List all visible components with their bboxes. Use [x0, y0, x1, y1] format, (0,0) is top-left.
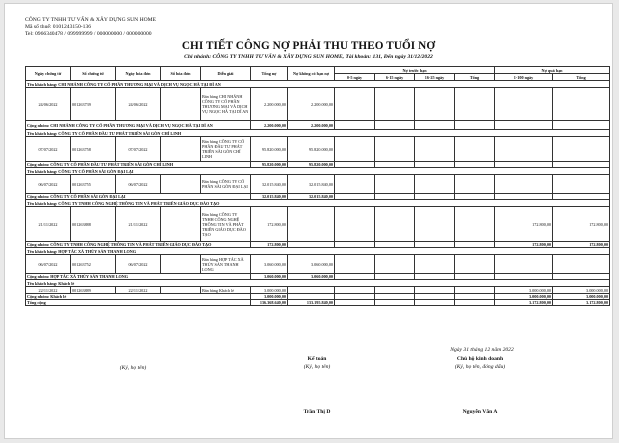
- col-before-due: Nợ trước hạn: [335, 67, 495, 74]
- col-total: Tổng nợ: [251, 67, 288, 81]
- col-bucket-0-5: 0-5 ngày: [335, 74, 375, 81]
- customer-name: Tên khách hàng: Khách lẻ: [26, 280, 610, 287]
- cell-overdue-total: [553, 137, 610, 162]
- cell-description: Bán hàng Khách lẻ: [201, 287, 251, 294]
- cell-overdue-1-100: [495, 255, 553, 274]
- cell-doc-no: 001263758: [71, 137, 116, 162]
- group-total: 32.015.840,00: [251, 194, 288, 200]
- table-row: [26, 207, 610, 242]
- customer-row: [26, 248, 610, 255]
- table-body: [26, 81, 610, 306]
- col-bucket-6-15: 6-15 ngày: [375, 74, 415, 81]
- cell-doc-no: 001263889: [71, 287, 116, 294]
- cell-invoice-date: 06/07/2022: [116, 175, 161, 194]
- cell-overdue-1-100: 172.800,00: [495, 207, 553, 242]
- group-label: Cộng nhóm: HỢP TÁC XÃ THỦY SẢN THANH LONG: [26, 274, 251, 280]
- customer-row: [26, 168, 610, 175]
- customer-name: Tên khách hàng: CÔNG TY CỔ PHẦN ĐẦU TƯ PHÁT TRIỂN SÀI GÒN CHÍ LINH: [26, 130, 610, 137]
- company-header: [25, 17, 156, 39]
- cell-invoice-no: [161, 175, 201, 194]
- cell-date: 22/11/2022: [26, 287, 71, 294]
- group-total: 3.000.000,00: [251, 294, 288, 300]
- accountant-signature-name: [247, 409, 387, 415]
- group-overdue-1-100: 3.000.000,00: [495, 294, 553, 300]
- cell-invoice-date: 24/06/2022: [116, 88, 161, 121]
- group-label: Cộng nhóm: Khách lẻ: [26, 294, 251, 300]
- cell-overdue-1-100: [495, 88, 553, 121]
- grand-overdue-1-100: 3.172.800,00: [495, 300, 553, 306]
- accountant-name: Trần Thị D: [303, 409, 331, 415]
- group-not-due: 2.200.000,00: [288, 121, 335, 130]
- col-overdue-1-100: 1-100 ngày: [495, 74, 553, 81]
- title-block: [5, 40, 612, 60]
- group-overdue-total: [553, 121, 610, 130]
- owner-title: Chủ hộ kinh doanh: [456, 356, 504, 362]
- owner-name: Nguyễn Văn A: [462, 409, 498, 415]
- col-overdue: Nợ quá hạn: [495, 67, 610, 74]
- cell-total: 172.800,00: [251, 207, 288, 242]
- left-note: (Ký, họ tên): [119, 365, 147, 371]
- cell-overdue-total: [553, 175, 610, 194]
- group-total: 3.060.000,00: [251, 274, 288, 280]
- group-not-due: 3.060.000,00: [288, 274, 335, 280]
- col-invoice-no: Số hóa đơn: [161, 67, 201, 81]
- group-not-due: 32.015.840,00: [288, 194, 335, 200]
- group-total-row: [26, 121, 610, 130]
- cell-total: 95.820.000,00: [251, 137, 288, 162]
- signature-date: [397, 347, 567, 353]
- cell-date: 06/07/2022: [26, 255, 71, 274]
- accountant-title: Kế toán: [307, 356, 327, 362]
- col-description: Diễn giải: [201, 67, 251, 81]
- cell-date: 07/07/2022: [26, 137, 71, 162]
- col-not-due: Nợ không có hạn nợ: [288, 67, 335, 81]
- cell-description: Bán hàng CÔNG TY CỔ PHẦN ĐẦU TƯ PHÁT TRIỂN SÀI GÒN CHÍ LINH: [201, 137, 251, 162]
- grand-total-label: Tổng cộng: [26, 300, 251, 306]
- table-header: [26, 67, 610, 81]
- customer-row: [26, 280, 610, 287]
- cell-invoice-no: [161, 137, 201, 162]
- customer-name: Tên khách hàng: CHI NHÁNH CÔNG TY CỔ PHẦN THƯƠNG MẠI VÀ DỊCH VỤ NGỌC HÀ TẠI ĐÌ AN: [26, 81, 610, 88]
- group-overdue-total: 172.800,00: [553, 242, 610, 248]
- table-row: [26, 287, 610, 294]
- grand-overdue-total: 3.172.800,00: [553, 300, 610, 306]
- cell-overdue-1-100: 3.000.000,00: [495, 287, 553, 294]
- grand-not-due: 133.195.840,00: [288, 300, 335, 306]
- cell-not-due: 2.200.000,00: [288, 88, 335, 121]
- cell-description: Bán hàng CÔNG TY CỔ PHẦN SÀI GÒN ĐẠI LẠI: [201, 175, 251, 194]
- group-overdue-1-100: [495, 121, 553, 130]
- grand-total: 136.368.640,00: [251, 300, 288, 306]
- col-invoice-date: Ngày hóa đơn: [116, 67, 161, 81]
- company-phone: Tel: 0966340478 / 099999999 / 000000000 / 000000000: [25, 31, 152, 38]
- cell-total: 3.060.000,00: [251, 255, 288, 274]
- customer-name: Tên khách hàng: HỢP TÁC XÃ THỦY SẢN THANH LONG: [26, 248, 610, 255]
- cell-not-due: 95.820.000,00: [288, 137, 335, 162]
- cell-invoice-date: 22/11/2022: [116, 287, 161, 294]
- cell-overdue-1-100: [495, 137, 553, 162]
- group-total: 172.800,00: [251, 242, 288, 248]
- cell-not-due: [288, 207, 335, 242]
- group-label: Cộng nhóm: CHI NHÁNH CÔNG TY CỔ PHẦN THƯƠNG MẠI VÀ DỊCH VỤ NGỌC HÀ TẠI DĨ AN: [26, 121, 251, 130]
- date-line: Ngày 31 tháng 12 năm 2022: [450, 347, 514, 353]
- cell-date: 06/07/2022: [26, 175, 71, 194]
- group-label: Cộng nhóm: CÔNG TY TNHH CÔNG NGHỆ THÔNG TIN VÀ PHÁT TRIỂN GIÁO DỤC ĐÀO TẠO: [26, 242, 251, 248]
- cell-invoice-no: [161, 255, 201, 274]
- col-overdue-total: Tổng: [553, 74, 610, 81]
- company-name: CÔNG TY TNHH TƯ VẤN & XÂY DỰNG SUN HOME: [25, 17, 157, 23]
- cell-description: Bán hàng HỢP TÁC XÃ THỦY SẢN THANH LONG: [201, 255, 251, 274]
- cell-not-due: 3.060.000,00: [288, 255, 335, 274]
- cell-overdue-total: [553, 255, 610, 274]
- cell-invoice-no: [161, 88, 201, 121]
- cell-doc-no: 001263739: [71, 88, 116, 121]
- aging-table: [25, 66, 610, 306]
- owner-signature-name: [410, 409, 550, 415]
- owner-note: (Ký, họ tên, đóng dấu): [454, 364, 506, 370]
- group-label: Cộng nhóm: CÔNG TY CỔ PHẦN SÀI GÒN ĐẠI LẠI: [26, 194, 251, 200]
- cell-invoice-no: [161, 287, 201, 294]
- cell-overdue-1-100: [495, 175, 553, 194]
- cell-total: 2.200.000,00: [251, 88, 288, 121]
- cell-date: 21/11/2022: [26, 207, 71, 242]
- cell-description: Bán hàng CÔNG TY TNHH CÔNG NGHỆ THÔNG TIN VÀ PHÁT TRIỂN GIÁO DỤC ĐÀO TẠO: [201, 207, 251, 242]
- cell-doc-no: 001263755: [71, 175, 116, 194]
- cell-invoice-date: 21/11/2022: [116, 207, 161, 242]
- col-before-total: Tổng: [455, 74, 495, 81]
- signature-accountant: [247, 356, 387, 370]
- cell-not-due: [288, 287, 335, 294]
- report-subtitle: Chi nhánh: CÔNG TY TNHH TƯ VẤN & XÂY DỰNG SUN HOME, Tài khoản: 131, Đến ngày 31/12/2022: [184, 54, 433, 60]
- accountant-note: (Ký, họ tên): [303, 364, 331, 370]
- cell-overdue-total: 3.000.000,00: [553, 287, 610, 294]
- signature-left: [63, 365, 203, 371]
- customer-row: [26, 81, 610, 88]
- customer-name: Tên khách hàng: CÔNG TY TNHH CÔNG NGHỆ THÔNG TIN VÀ PHÁT TRIỂN GIÁO DỤC ĐÀO TẠO: [26, 200, 610, 207]
- cell-not-due: 32.015.840,00: [288, 175, 335, 194]
- group-label: Cộng nhóm: CÔNG TY CỔ PHẦN ĐẦU TƯ PHÁT TRIỂN SÀI GÒN CHÍ LINH: [26, 162, 251, 168]
- signature-owner: [410, 356, 550, 370]
- group-not-due: 95.820.000,00: [288, 162, 335, 168]
- cell-date: 24/06/2022: [26, 88, 71, 121]
- group-total: 2.200.000,00: [251, 121, 288, 130]
- grand-total-row: [26, 300, 610, 306]
- col-doc-no: Số chứng từ: [71, 67, 116, 81]
- report-page: [4, 3, 613, 439]
- cell-doc-no: 001263752: [71, 255, 116, 274]
- table-row: [26, 137, 610, 162]
- company-tax-code: Mã số thuế: 0101243150-136: [25, 24, 92, 31]
- cell-doc-no: 001263888: [71, 207, 116, 242]
- col-bucket-16-25: 16-25 ngày: [415, 74, 455, 81]
- col-date: Ngày chứng từ: [26, 67, 71, 81]
- group-overdue-1-100: 172.800,00: [495, 242, 553, 248]
- cell-invoice-date: 06/07/2022: [116, 255, 161, 274]
- cell-invoice-date: 07/07/2022: [116, 137, 161, 162]
- customer-row: [26, 200, 610, 207]
- cell-total: 32.015.840,00: [251, 175, 288, 194]
- report-title: CHI TIẾT CÔNG NỢ PHẢI THU THEO TUỔI NỢ: [181, 40, 436, 52]
- group-total: 95.820.000,00: [251, 162, 288, 168]
- cell-overdue-total: [553, 88, 610, 121]
- cell-total: 3.000.000,00: [251, 287, 288, 294]
- customer-name: Tên khách hàng: CÔNG TY CỔ PHẦN SÀI GÒN ĐẠI LẠI: [26, 168, 610, 175]
- table-row: [26, 255, 610, 274]
- cell-invoice-no: [161, 207, 201, 242]
- group-overdue-total: 3.000.000,00: [553, 294, 610, 300]
- cell-overdue-total: 172.800,00: [553, 207, 610, 242]
- cell-description: Bán hàng CHI NHÁNH CÔNG TY CỔ PHẦN THƯƠNG MẠI VÀ DỊCH VỤ NGỌC HÀ TẠI DĨ AN: [201, 88, 251, 121]
- table-row: [26, 175, 610, 194]
- customer-row: [26, 130, 610, 137]
- table-row: [26, 88, 610, 121]
